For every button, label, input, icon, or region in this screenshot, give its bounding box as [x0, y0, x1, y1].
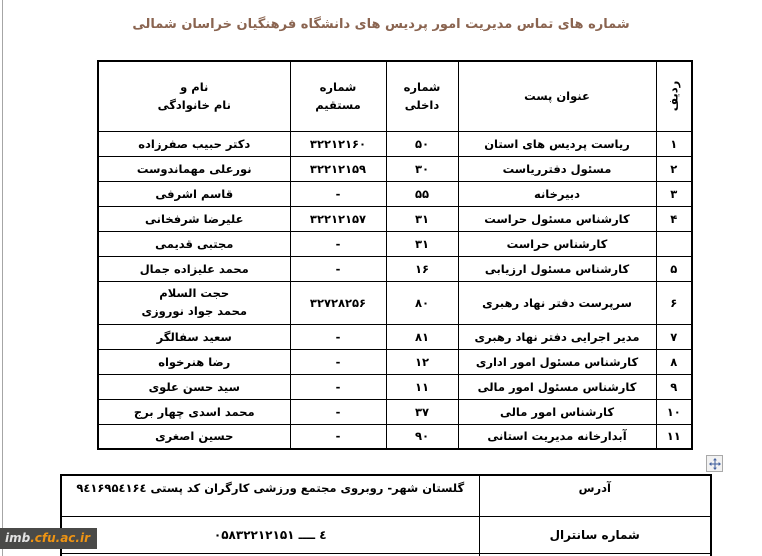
table-row [98, 399, 692, 424]
name-cell: رضا هنرخواه [98, 349, 290, 374]
internal-number-cell: ۳۰ [386, 156, 458, 181]
internal-number-cell: ۸۰ [386, 281, 458, 324]
direct-number-cell: ۳۲۲۱۲۱۵۹ [290, 156, 386, 181]
table-row [98, 324, 692, 349]
internal-number-cell: ۳۱ [386, 206, 458, 231]
internal-number-cell: ۳۱ [386, 231, 458, 256]
row-number-cell: ۱۱ [656, 424, 692, 449]
header-post-title: عنوان پست [458, 61, 656, 131]
direct-number-cell: ۳۲۲۱۲۱۵۷ [290, 206, 386, 231]
name-cell: سعید سفالگر [98, 324, 290, 349]
row-number-cell: ۳ [656, 181, 692, 206]
centrale-row [61, 516, 711, 553]
direct-number-cell: - [290, 349, 386, 374]
table-row [98, 131, 692, 156]
table-row [98, 374, 692, 399]
table-row [98, 231, 692, 256]
table-row [98, 156, 692, 181]
direct-number-cell: - [290, 256, 386, 281]
info-table [60, 474, 712, 556]
row-number-cell: ۹ [656, 374, 692, 399]
post-title-cell: دبیرخانه [458, 181, 656, 206]
name-cell: مجتبی قدیمی [98, 231, 290, 256]
row-number-cell: ۱۰ [656, 399, 692, 424]
name-cell: قاسم اشرفی [98, 181, 290, 206]
address-row [61, 475, 711, 516]
post-title-cell: کارشناس مسئول امور اداری [458, 349, 656, 374]
name-cell: نورعلی مهماندوست [98, 156, 290, 181]
address-label: آدرس [479, 475, 711, 516]
internal-number-cell: ۳۷ [386, 399, 458, 424]
row-number-cell [656, 231, 692, 256]
name-cell: محمد علیزاده جمال [98, 256, 290, 281]
header-internal-number: شماره داخلی [386, 61, 458, 131]
name-cell: حسین اصغری [98, 424, 290, 449]
post-title-cell: کارشناس امور مالی [458, 399, 656, 424]
direct-number-cell: - [290, 399, 386, 424]
header-row [98, 61, 692, 131]
table-row [98, 424, 692, 449]
name-cell: محمد اسدی چهار برج [98, 399, 290, 424]
post-title-cell: آبدارخانه مدیریت استانی [458, 424, 656, 449]
direct-number-cell: ۳۲۷۲۸۲۵۶ [290, 281, 386, 324]
row-number-cell: ۱ [656, 131, 692, 156]
post-title-cell: کارشناس حراست [458, 231, 656, 256]
contacts-table [97, 60, 693, 450]
post-title-cell: کارشناس مسئول حراست [458, 206, 656, 231]
row-number-cell: ۶ [656, 281, 692, 324]
centrale-label: شماره سانترال [479, 516, 711, 553]
internal-number-cell: ۱۶ [386, 256, 458, 281]
internal-number-cell: ۹۰ [386, 424, 458, 449]
table-row [98, 281, 692, 324]
internal-number-cell: ۵۰ [386, 131, 458, 156]
header-direct-number: شماره مستقیم [290, 61, 386, 131]
name-cell: علیرضا شرفخانی [98, 206, 290, 231]
direct-number-cell: - [290, 181, 386, 206]
watermark-domain: .cfu.ac.ir [30, 531, 91, 545]
direct-number-cell: ۳۲۲۱۲۱۶۰ [290, 131, 386, 156]
row-number-cell: ۵ [656, 256, 692, 281]
table-move-handle[interactable] [706, 455, 723, 472]
table-row [98, 256, 692, 281]
internal-number-cell: ۱۱ [386, 374, 458, 399]
header-name: نام و نام خانوادگی [98, 61, 290, 131]
internal-number-cell: ۸۱ [386, 324, 458, 349]
direct-number-cell: - [290, 374, 386, 399]
name-cell: دکتر حبیب صفرزاده [98, 131, 290, 156]
direct-number-cell: - [290, 424, 386, 449]
row-number-cell: ۴ [656, 206, 692, 231]
name-cell: سید حسن علوی [98, 374, 290, 399]
watermark-prefix: imb [5, 531, 31, 545]
post-title-cell: ریاست پردیس های استان [458, 131, 656, 156]
table-row [98, 349, 692, 374]
header-row-number-label: ردیف [666, 80, 681, 112]
row-number-cell: ۸ [656, 349, 692, 374]
post-title-cell: مسئول دفترریاست [458, 156, 656, 181]
direct-number-cell: - [290, 231, 386, 256]
post-title-cell: کارشناس مسئول امور مالی [458, 374, 656, 399]
page-title: شماره های تماس مدیریت امور پردیس های دانشگاه فرهنگیان خراسان شمالی [132, 17, 630, 32]
post-title-cell: مدیر اجرایی دفتر نهاد رهبری [458, 324, 656, 349]
internal-number-cell: ۵۵ [386, 181, 458, 206]
watermark [0, 528, 97, 549]
header-row-number [656, 61, 692, 131]
table-row [98, 206, 692, 231]
row-number-cell: ۷ [656, 324, 692, 349]
centrale-value: ٤ ــــ ۰۵۸۳۲۲۱۲۱۵۱ [61, 516, 479, 553]
direct-number-cell: - [290, 324, 386, 349]
page-edge-line [2, 0, 3, 556]
name-cell: حجت السلام محمد جواد نوروزی [98, 281, 290, 324]
post-title-cell: کارشناس مسئول ارزیابی [458, 256, 656, 281]
internal-number-cell: ۱۲ [386, 349, 458, 374]
post-title-cell: سرپرست دفتر نهاد رهبری [458, 281, 656, 324]
address-value: گلستان شهر- روبروی مجتمع ورزشی کارگران کد پستی ۹٤۱۶۹۵٤۱۶٤ [61, 475, 479, 516]
row-number-cell: ۲ [656, 156, 692, 181]
table-row [98, 181, 692, 206]
move-icon [709, 458, 721, 470]
